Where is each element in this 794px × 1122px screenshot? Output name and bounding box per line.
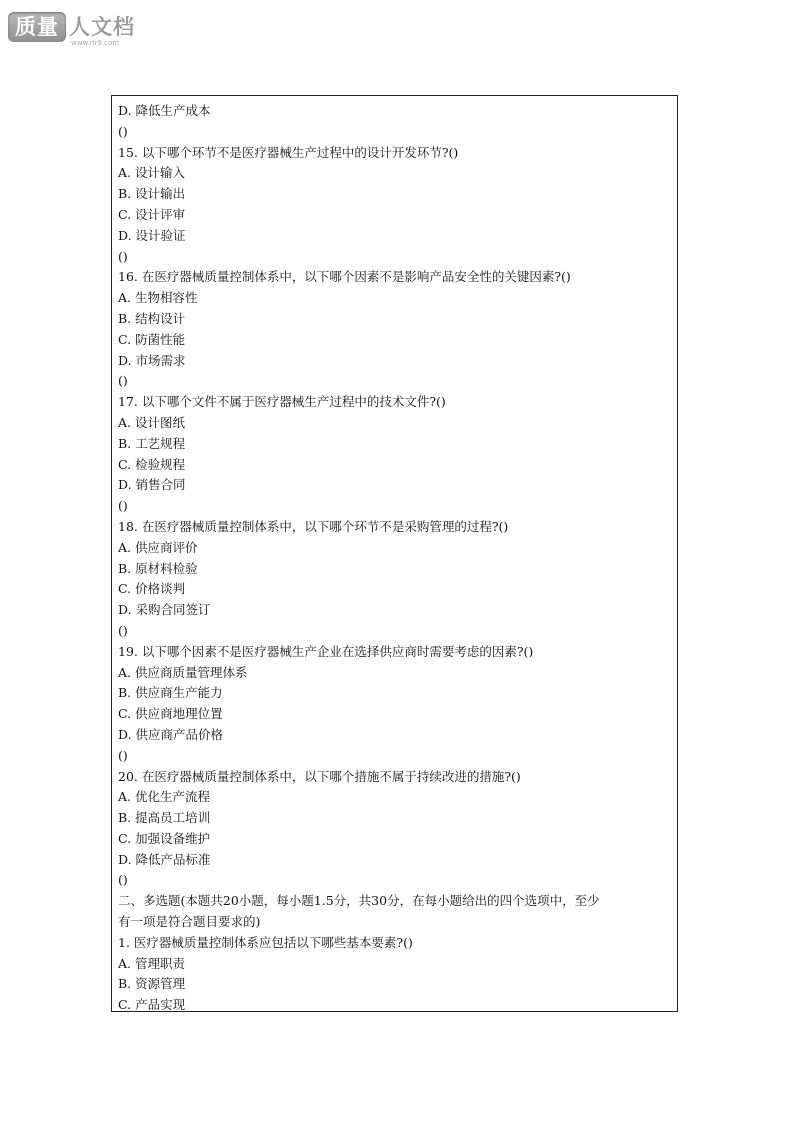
- option-line: A. 管理职责: [118, 955, 185, 971]
- logo-url: www.rlr9.com: [71, 39, 120, 47]
- question-box: [111, 95, 678, 1012]
- answer-blank: (): [118, 747, 128, 763]
- option-line: C. 加强设备维护: [118, 830, 211, 846]
- option-line: A. 设计输入: [118, 165, 185, 181]
- option-line: D. 市场需求: [118, 352, 186, 368]
- logo-title: 人文档: [69, 15, 135, 39]
- question-20: 20. 在医疗器械质量控制体系中，以下哪个措施不属于持续改进的措施?(): [118, 768, 521, 784]
- section-heading: 二、多选题(本题共20小题，每小题1.5分，共30分，在每小题给出的四个选项中，至少: [118, 893, 600, 909]
- option-line: D. 设计验证: [118, 227, 186, 243]
- question-18: 18. 在医疗器械质量控制体系中，以下哪个环节不是采购管理的过程?(): [118, 518, 509, 534]
- option-line: D. 降低生产成本: [118, 103, 211, 118]
- option-line: B. 结构设计: [118, 310, 186, 326]
- option-line: C. 检验规程: [118, 456, 186, 472]
- question-19: 19. 以下哪个因素不是医疗器械生产企业在选择供应商时需要考虑的因素?(): [118, 643, 534, 659]
- answer-blank: (): [118, 123, 128, 139]
- option-line: B. 原材料检验: [118, 560, 198, 576]
- section-heading-cont: 有一项是符合题目要求的): [118, 914, 261, 930]
- answer-blank: (): [118, 498, 128, 514]
- option-line: B. 供应商生产能力: [118, 685, 223, 701]
- option-line: C. 价格谈判: [118, 581, 186, 597]
- option-line: D. 采购合同签订: [118, 602, 211, 618]
- option-line: A. 优化生产流程: [118, 789, 210, 805]
- question-17: 17. 以下哪个文件不属于医疗器械生产过程中的技术文件?(): [118, 394, 446, 410]
- option-line: B. 设计输出: [118, 186, 186, 202]
- option-line: D. 降低产品标准: [118, 851, 211, 867]
- logo-badge: 质量: [8, 12, 66, 42]
- option-line: A. 供应商质量管理体系: [118, 664, 248, 680]
- question-multi-1: 1. 医疗器械质量控制体系应包括以下哪些基本要素?(): [118, 934, 413, 950]
- option-line: C. 产品实现: [118, 997, 186, 1013]
- option-line: A. 生物相容性: [118, 290, 198, 306]
- option-line: C. 设计评审: [118, 206, 186, 222]
- question-15: 15. 以下哪个环节不是医疗器械生产过程中的设计开发环节?(): [118, 144, 459, 160]
- site-logo: [8, 12, 135, 52]
- option-line: B. 提高员工培训: [118, 810, 211, 826]
- question-16: 16. 在医疗器械质量控制体系中，以下哪个因素不是影响产品安全性的关键因素?(): [118, 269, 571, 285]
- option-line: C. 供应商地理位置: [118, 706, 223, 722]
- answer-blank: (): [118, 622, 128, 638]
- option-line: D. 供应商产品价格: [118, 726, 224, 742]
- option-line: B. 资源管理: [118, 976, 186, 992]
- answer-blank: (): [118, 248, 128, 264]
- option-line: A. 供应商评价: [118, 539, 198, 555]
- logo-text-group: [69, 12, 135, 47]
- answer-blank: (): [118, 872, 128, 888]
- option-line: D. 销售合同: [118, 477, 186, 493]
- option-line: B. 工艺规程: [118, 435, 186, 451]
- answer-blank: (): [118, 373, 128, 389]
- option-line: A. 设计图纸: [118, 414, 185, 430]
- option-line: C. 防菌性能: [118, 331, 186, 347]
